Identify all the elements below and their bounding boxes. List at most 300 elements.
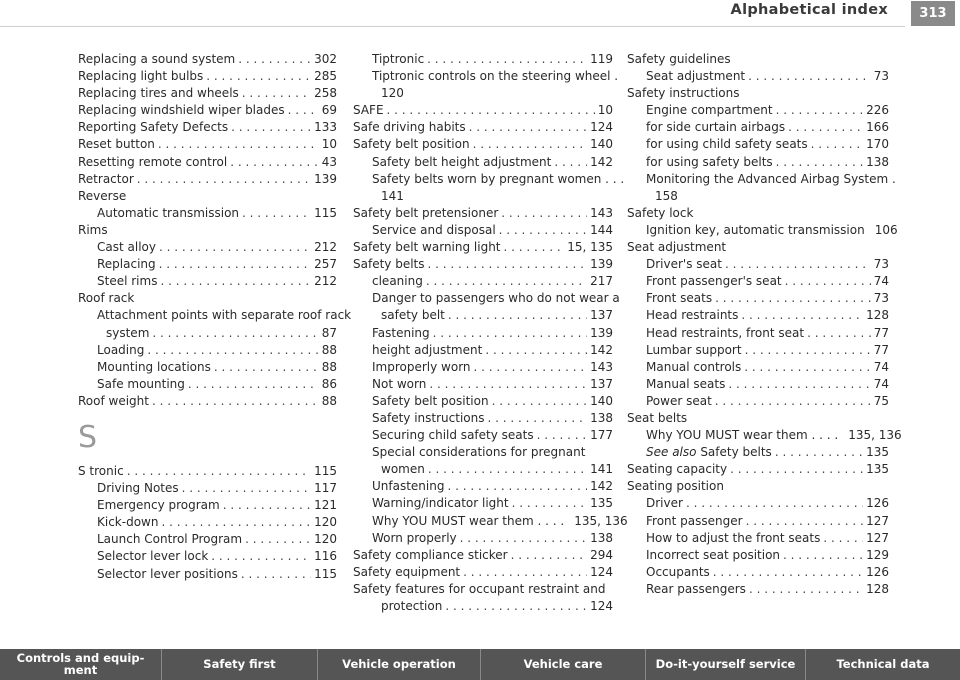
index-entry[interactable] xyxy=(627,119,889,136)
dot-leader xyxy=(811,136,863,153)
page-ref[interactable]: 141 xyxy=(590,462,613,477)
page-ref[interactable]: 124 xyxy=(590,564,613,579)
dot-leader xyxy=(775,444,863,461)
index-term: Emergency program xyxy=(97,498,220,513)
dot-leader xyxy=(512,495,587,512)
page-ref[interactable]: 73 xyxy=(873,257,889,272)
index-term: Incorrect seat position xyxy=(646,547,781,562)
index-entry[interactable] xyxy=(353,102,613,119)
index-term: Safety belt height adjustment xyxy=(372,154,552,169)
index-entry[interactable] xyxy=(78,239,337,256)
index-term: Manual seats xyxy=(646,376,726,391)
page-ref[interactable]: 133 xyxy=(314,120,337,135)
page-ref[interactable]: 43 xyxy=(321,154,337,169)
dot-leader xyxy=(713,564,863,581)
nav-tab-do-it-yourself-service[interactable] xyxy=(646,649,806,680)
index-term: Front seats xyxy=(646,291,713,306)
page-ref[interactable]: 124 xyxy=(590,599,613,613)
index-entry[interactable] xyxy=(627,376,889,393)
page-ref[interactable]: 144 xyxy=(590,222,613,237)
index-entry[interactable] xyxy=(353,478,613,495)
index-heading: Seating position xyxy=(627,479,724,494)
dot-leader xyxy=(211,548,311,565)
page-ref[interactable]: 139 xyxy=(590,325,613,340)
page-ref[interactable]: 77 xyxy=(873,342,889,357)
page-ref[interactable]: 137 xyxy=(590,376,613,391)
index-term: Loading xyxy=(97,342,145,357)
index-entry[interactable] xyxy=(353,359,613,376)
dot-leader xyxy=(245,531,311,548)
index-heading: Roof rack xyxy=(78,291,135,306)
dot-leader xyxy=(288,102,319,119)
index-heading: 158 xyxy=(655,188,678,203)
section-letter: S xyxy=(78,419,98,455)
index-term: Safety instructions xyxy=(372,410,485,425)
index-entry[interactable] xyxy=(353,547,613,564)
index-entry[interactable] xyxy=(627,359,889,376)
page-ref[interactable]: 217 xyxy=(590,274,613,289)
index-term: Driving Notes xyxy=(97,481,179,496)
page-ref[interactable]: 120 xyxy=(314,515,337,530)
index-entry[interactable] xyxy=(627,222,898,239)
dot-leader xyxy=(152,325,318,342)
index-entry[interactable] xyxy=(78,205,337,222)
page-ref[interactable]: 140 xyxy=(590,137,613,152)
index-entry[interactable] xyxy=(353,530,613,547)
dot-leader xyxy=(137,171,311,188)
index-entry[interactable] xyxy=(353,461,613,478)
dot-leader xyxy=(715,290,871,307)
page-ref[interactable]: 74 xyxy=(873,376,889,391)
nav-tab-label: Safety first xyxy=(203,656,276,671)
page-ref[interactable]: 126 xyxy=(866,564,889,579)
dot-leader xyxy=(241,566,311,583)
index-entry[interactable] xyxy=(78,376,337,393)
index-entry[interactable] xyxy=(353,393,613,410)
page-ref[interactable]: 142 xyxy=(590,479,613,494)
page-ref[interactable]: 127 xyxy=(866,530,889,545)
dot-leader xyxy=(238,51,311,68)
page-ref[interactable]: 142 xyxy=(590,342,613,357)
index-entry[interactable] xyxy=(353,342,613,359)
index-term: Worn properly xyxy=(372,530,457,545)
page-ref[interactable]: 120 xyxy=(314,532,337,547)
index-entry[interactable] xyxy=(78,514,337,531)
page-ref[interactable]: 87 xyxy=(321,325,337,340)
index-entry[interactable] xyxy=(353,598,613,615)
dot-leader xyxy=(160,273,311,290)
dot-leader xyxy=(445,598,587,615)
page-ref[interactable]: 170 xyxy=(866,137,889,152)
page-ref[interactable]: 121 xyxy=(314,498,337,513)
index-entry[interactable] xyxy=(353,273,613,290)
dot-leader xyxy=(188,376,319,393)
page-ref[interactable]: 177 xyxy=(590,428,613,443)
index-entry[interactable] xyxy=(78,497,337,514)
index-entry[interactable] xyxy=(353,427,613,444)
index-term: women xyxy=(381,462,425,477)
index-term: Safety equipment xyxy=(353,564,461,579)
index-heading: Safety features for occupant restraint and xyxy=(353,581,606,596)
index-entry[interactable] xyxy=(627,444,889,461)
index-entry[interactable] xyxy=(627,256,889,273)
index-term: Tiptronic xyxy=(372,52,425,66)
index-term: Replacing light bulbs xyxy=(78,69,204,84)
index-term: Safety belts xyxy=(353,257,425,272)
page-ref[interactable]: 88 xyxy=(321,342,337,357)
index-entry[interactable] xyxy=(627,307,889,324)
index-entry[interactable] xyxy=(353,410,613,427)
index-entry[interactable] xyxy=(78,566,337,583)
index-term: for using safety belts xyxy=(646,154,773,169)
index-term: Retractor xyxy=(78,171,134,186)
index-entry[interactable] xyxy=(627,393,889,410)
page-ref[interactable]: 75 xyxy=(873,393,889,408)
page-ref[interactable]: 135 xyxy=(866,462,889,477)
dot-leader xyxy=(429,376,587,393)
dot-leader xyxy=(433,325,587,342)
index-term: Front passenger xyxy=(646,513,743,528)
dot-leader xyxy=(159,239,311,256)
dot-leader xyxy=(744,359,870,376)
dot-leader xyxy=(387,102,595,119)
index-entry[interactable] xyxy=(627,68,889,85)
page-ref[interactable]: 135 xyxy=(590,496,613,511)
index-entry[interactable] xyxy=(78,154,337,171)
index-heading: Rims xyxy=(78,222,108,237)
index-entry[interactable] xyxy=(78,102,337,119)
index-column-2 xyxy=(353,51,628,615)
page-ref[interactable]: 128 xyxy=(866,308,889,323)
dot-leader xyxy=(127,463,311,480)
header-rule xyxy=(0,26,905,27)
index-heading: 141 xyxy=(381,188,404,203)
index-term: Safety belt position xyxy=(372,393,489,408)
index-entry[interactable] xyxy=(78,273,337,290)
index-entry[interactable] xyxy=(78,68,337,85)
dot-leader xyxy=(223,497,311,514)
page-ref[interactable]: 124 xyxy=(590,120,613,135)
dot-leader xyxy=(776,154,863,171)
page-ref[interactable]: 285 xyxy=(314,69,337,84)
dot-leader xyxy=(463,564,587,581)
dot-leader xyxy=(147,342,318,359)
dot-leader xyxy=(788,119,863,136)
nav-tab-vehicle-care[interactable] xyxy=(481,649,646,680)
page-ref[interactable]: 139 xyxy=(590,257,613,272)
index-entry[interactable] xyxy=(78,359,337,376)
dot-leader xyxy=(501,205,587,222)
page-ref[interactable]: 142 xyxy=(590,154,613,169)
index-term: Safe mounting xyxy=(97,376,185,391)
index-entry[interactable] xyxy=(78,85,337,102)
nav-tab-label: Controls and equip- ment xyxy=(16,651,145,677)
index-entry[interactable] xyxy=(353,325,613,342)
index-term: Safety belt position xyxy=(353,137,470,152)
index-entry[interactable] xyxy=(78,256,337,273)
index-term: Safety compliance sticker xyxy=(353,547,508,562)
index-entry[interactable] xyxy=(353,564,613,581)
page-ref[interactable]: 115 xyxy=(314,463,337,478)
index-term: system xyxy=(106,325,150,340)
page-ref[interactable]: 69 xyxy=(321,103,337,118)
page-ref[interactable]: 135 xyxy=(866,445,889,460)
index-heading: Danger to passengers who do not wear a xyxy=(372,291,620,306)
nav-tab-controls-and-equipment[interactable] xyxy=(0,649,162,680)
index-term: Power seat xyxy=(646,393,712,408)
index-term: Kick-down xyxy=(97,515,159,530)
index-term: Safety belt pretensioner xyxy=(353,205,499,220)
index-term: Safe driving habits xyxy=(353,120,466,135)
nav-tab-label: Do-it-yourself service xyxy=(655,656,796,671)
dot-leader xyxy=(473,136,588,153)
index-entry[interactable] xyxy=(78,463,337,480)
index-term: SAFE xyxy=(353,103,384,118)
index-entry[interactable] xyxy=(627,495,889,512)
page-ref[interactable]: 138 xyxy=(866,154,889,169)
index-term: for using child safety seats xyxy=(646,137,808,152)
page-ref[interactable]: 88 xyxy=(321,393,337,408)
index-term: Ignition key, automatic transmission xyxy=(646,222,865,237)
nav-tab-vehicle-operation[interactable] xyxy=(318,649,481,680)
index-heading: Attachment points with separate roof rack xyxy=(97,308,352,323)
page-number: 313 xyxy=(911,1,955,26)
page-ref[interactable]: 73 xyxy=(873,69,889,84)
page-ref[interactable]: 137 xyxy=(590,308,613,323)
index-entry[interactable] xyxy=(78,548,337,565)
dot-leader xyxy=(715,393,871,410)
index-entry[interactable] xyxy=(627,427,902,444)
dot-leader xyxy=(242,85,311,102)
page-ref[interactable]: 128 xyxy=(866,581,889,596)
dot-leader xyxy=(428,256,588,273)
page-ref[interactable]: 139 xyxy=(314,171,337,186)
index-entry[interactable] xyxy=(627,461,889,478)
index-entry[interactable] xyxy=(78,531,337,548)
page-ref[interactable]: 106 xyxy=(874,222,898,237)
index-entry[interactable] xyxy=(78,51,337,68)
nav-tab-label: Technical data xyxy=(836,656,930,671)
page-ref[interactable]: 15, 135 xyxy=(567,240,613,255)
nav-tab-label: Vehicle care xyxy=(523,656,603,671)
index-term: Steel rims xyxy=(97,274,158,289)
page-ref[interactable]: 138 xyxy=(590,530,613,545)
page-ref[interactable]: 138 xyxy=(590,410,613,425)
index-entry[interactable] xyxy=(78,342,337,359)
dot-leader xyxy=(206,68,311,85)
page-ref[interactable]: 77 xyxy=(873,325,889,340)
index-heading: Safety belts worn by pregnant women . . . xyxy=(372,171,625,186)
dot-leader xyxy=(686,495,863,512)
page-ref[interactable]: 126 xyxy=(866,496,889,511)
index-column-3 xyxy=(627,51,902,598)
index-term: Service and disposal xyxy=(372,222,496,237)
index-term: Selector lever positions xyxy=(97,566,238,581)
dot-leader xyxy=(749,581,863,598)
index-entry[interactable] xyxy=(353,222,613,239)
dot-leader xyxy=(492,393,588,410)
index-entry[interactable] xyxy=(353,495,613,512)
index-term: Seat adjustment xyxy=(646,69,746,84)
index-entry[interactable] xyxy=(353,307,613,324)
index-term: How to adjust the front seats xyxy=(646,530,821,545)
index-term: Automatic transmission xyxy=(97,205,240,220)
index-entry[interactable] xyxy=(78,325,337,342)
page-ref[interactable]: 119 xyxy=(590,52,613,66)
index-entry[interactable] xyxy=(353,205,613,222)
dot-leader xyxy=(474,359,588,376)
dot-leader xyxy=(554,154,587,171)
index-entry[interactable] xyxy=(78,119,337,136)
page-ref[interactable]: 73 xyxy=(873,291,889,306)
index-entry[interactable] xyxy=(78,393,337,410)
dot-leader xyxy=(741,307,863,324)
index-term: Reporting Safety Defects xyxy=(78,120,229,135)
dot-leader xyxy=(158,136,319,153)
index-term: Replacing tires and wheels xyxy=(78,86,239,101)
nav-tab-technical-data[interactable] xyxy=(806,649,960,680)
index-entry[interactable] xyxy=(627,547,889,564)
index-entry[interactable] xyxy=(353,119,613,136)
index-entry[interactable] xyxy=(353,154,613,171)
index-entry[interactable] xyxy=(627,273,889,290)
dot-leader xyxy=(182,480,311,497)
index-term: S tronic xyxy=(78,463,124,478)
index-term: Safety belt warning light xyxy=(353,240,501,255)
section-nav-bar xyxy=(0,649,960,680)
nav-tab-safety-first[interactable] xyxy=(162,649,318,680)
index-entry[interactable] xyxy=(627,136,889,153)
index-term: Roof weight xyxy=(78,393,149,408)
index-entry[interactable] xyxy=(627,325,889,342)
dot-leader xyxy=(748,68,871,85)
index-entry[interactable] xyxy=(627,530,889,547)
page-ref[interactable]: 135, 136 xyxy=(848,428,902,443)
index-entry[interactable] xyxy=(353,256,613,273)
dot-leader xyxy=(745,342,871,359)
page-ref[interactable]: 135, 136 xyxy=(574,513,628,528)
index-heading: Seat adjustment xyxy=(627,240,727,255)
dot-leader xyxy=(785,273,871,290)
dot-leader xyxy=(231,119,311,136)
index-heading: Monitoring the Advanced Airbag System . xyxy=(646,171,896,186)
index-term: Reset button xyxy=(78,137,155,152)
dot-leader xyxy=(152,393,319,410)
index-term xyxy=(646,444,772,461)
page-ref[interactable]: 302 xyxy=(314,52,337,66)
page-ref[interactable]: 115 xyxy=(314,205,337,220)
page-ref[interactable]: 257 xyxy=(314,257,337,272)
page-ref[interactable]: 86 xyxy=(321,376,337,391)
index-entry[interactable] xyxy=(627,154,889,171)
index-entry[interactable] xyxy=(627,102,889,119)
dot-leader xyxy=(728,376,870,393)
dot-leader xyxy=(807,325,871,342)
page-ref[interactable]: 88 xyxy=(321,359,337,374)
index-heading: Tiptronic controls on the steering wheel . xyxy=(372,69,619,84)
page-ref[interactable]: 10 xyxy=(321,137,337,152)
index-term: Replacing a sound system xyxy=(78,52,236,66)
dot-leader xyxy=(427,51,587,68)
dot-leader xyxy=(725,256,871,273)
page-ref[interactable]: 143 xyxy=(590,205,613,220)
dot-leader xyxy=(447,478,587,495)
index-entry[interactable] xyxy=(353,376,613,393)
index-term: Head restraints xyxy=(646,308,739,323)
index-term: for side curtain airbags xyxy=(646,120,786,135)
index-term: Resetting remote control xyxy=(78,154,228,169)
index-term: Replacing windshield wiper blades xyxy=(78,103,285,118)
index-column-1 xyxy=(78,51,352,583)
index-term: Selector lever lock xyxy=(97,549,209,564)
index-entry[interactable] xyxy=(627,581,889,598)
index-term: Unfastening xyxy=(372,479,445,494)
index-term: Manual controls xyxy=(646,359,742,374)
dot-leader xyxy=(242,205,311,222)
index-term: protection xyxy=(381,599,443,613)
index-entry[interactable] xyxy=(627,290,889,307)
dot-leader xyxy=(487,410,587,427)
page-ref[interactable]: 129 xyxy=(866,547,889,562)
page-ref[interactable]: 258 xyxy=(314,86,337,101)
dot-leader xyxy=(428,461,587,478)
page-ref[interactable]: 115 xyxy=(314,566,337,581)
page-ref[interactable]: 74 xyxy=(873,274,889,289)
index-term: safety belt xyxy=(381,308,445,323)
index-entry[interactable] xyxy=(353,513,628,530)
index-entry[interactable] xyxy=(627,513,889,530)
page-ref[interactable]: 74 xyxy=(873,359,889,374)
page-ref[interactable]: 212 xyxy=(314,240,337,255)
index-heading: Safety lock xyxy=(627,205,694,220)
index-heading: Safety guidelines xyxy=(627,52,731,66)
index-entry[interactable] xyxy=(353,239,613,256)
index-entry[interactable] xyxy=(78,136,337,153)
index-entry[interactable] xyxy=(353,51,613,68)
index-entry[interactable] xyxy=(353,136,613,153)
see-also-label: See also xyxy=(646,445,697,460)
page-ref[interactable]: 143 xyxy=(590,359,613,374)
index-entry[interactable] xyxy=(627,342,889,359)
index-term: Occupants xyxy=(646,564,710,579)
index-term: Why YOU MUST wear them . . . . xyxy=(646,428,839,443)
page-ref[interactable]: 140 xyxy=(590,393,613,408)
index-term: Improperly worn xyxy=(372,359,471,374)
index-term: Replacing xyxy=(97,257,156,272)
page-ref[interactable]: 116 xyxy=(314,549,337,564)
page-ref[interactable]: 226 xyxy=(866,103,889,118)
index-heading: Special considerations for pregnant xyxy=(372,445,586,460)
page-ref[interactable]: 294 xyxy=(590,547,613,562)
dot-leader xyxy=(511,547,588,564)
dot-leader xyxy=(214,359,319,376)
page-ref[interactable]: 10 xyxy=(597,103,613,118)
dot-leader xyxy=(537,427,588,444)
dot-leader xyxy=(783,547,863,564)
index-term: Engine compartment xyxy=(646,103,773,118)
page-ref[interactable]: 127 xyxy=(866,513,889,528)
index-entry[interactable] xyxy=(627,564,889,581)
dot-leader xyxy=(823,530,863,547)
index-entry[interactable] xyxy=(78,171,337,188)
dot-leader xyxy=(485,342,587,359)
page-ref[interactable]: 117 xyxy=(314,481,337,496)
index-term: cleaning xyxy=(372,274,423,289)
page-ref[interactable]: 166 xyxy=(866,120,889,135)
index-term: Front passenger's seat xyxy=(646,274,782,289)
page-ref[interactable]: 212 xyxy=(314,274,337,289)
index-entry[interactable] xyxy=(78,480,337,497)
